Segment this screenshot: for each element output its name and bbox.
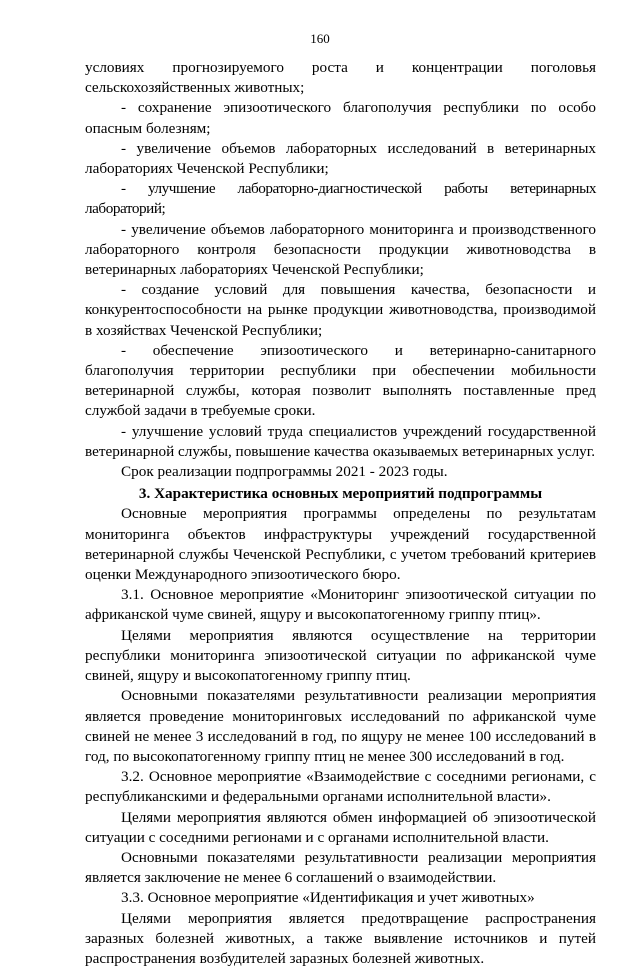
list-item: - увеличение объемов лабораторного мониторинга и производственного лабораторного контроля безопасности продукции животноводства в ветеринарных лабораториях Чеченской Республики; bbox=[85, 220, 596, 279]
paragraph: 3.3. Основное мероприятие «Идентификация и учет животных» bbox=[121, 889, 535, 907]
paragraph: Целями мероприятия являются обмен информацией об эпизоотической ситуации с соседними регионами и с органами исполнительной власти. bbox=[85, 808, 596, 846]
paragraph: 3.1. Основное мероприятие «Мониторинг эпизоотической ситуации по африканской чуме свиней, ящуру и высокопатогенному гриппу птиц». bbox=[85, 586, 596, 624]
paragraph: Основными показателями результативности реализации мероприятия является проведение мониторинговых исследований по африканской чуме свиней не менее 3 исследований в год, по ящуру не менее 100 исследований в год, по высокопатогенному гриппу птиц не менее 300 исследований в год. bbox=[85, 687, 596, 765]
paragraph: Целями мероприятия является предотвращение распространения заразных болезней животных, а также выявление источников и путей распространения возбудителей заразных болезней животных. bbox=[85, 909, 596, 967]
paragraph: Основными показателями результативности реализации мероприятия является заключение не менее 6 соглашений о взаимодействии. bbox=[85, 848, 596, 887]
section-heading: 3. Характеристика основных мероприятий подпрограммы bbox=[138, 485, 543, 503]
list-item: - улучшение условий труда специалистов учреждений государственной ветеринарной службы, повышение качества оказываемых ветеринарных услуг. bbox=[85, 422, 596, 460]
list-item: - сохранение эпизоотического благополучия республики по особо опасным болезням; bbox=[85, 99, 596, 137]
list-item: - увеличение объемов лабораторных исследований в ветеринарных лабораториях Чеченской Республики; bbox=[85, 139, 596, 178]
paragraph: Основные мероприятия программы определены по результатам мониторинга объектов инфраструктуры учреждений государственной ветеринарной службы Чеченской Республики, с учетом требований критериев оценки Международного эпизоотического бюро. bbox=[85, 505, 596, 584]
page-number: 160 bbox=[310, 31, 330, 46]
paragraph: условиях прогнозируемого роста и концентрации поголовья сельскохозяйственных животных; bbox=[85, 59, 596, 97]
list-item: - обеспечение эпизоотического и ветеринарно-санитарного благополучия территории республики при обеспечении мобильности ветеринарной службы, которая позволит выполнять поставленные пред службой задачи в требуемые сроки. bbox=[85, 341, 596, 420]
list-item: - создание условий для повышения качества, безопасности и конкурентоспособности на рынке продукции животноводства, производимой в хозяйствах Чеченской Республики; bbox=[85, 281, 596, 339]
paragraph: 3.2. Основное мероприятие «Взаимодействие с соседними регионами, с республиканскими и федеральными органами исполнительной власти». bbox=[85, 768, 596, 806]
paragraph: Целями мероприятия являются осуществление на территории республики мониторинга эпизоотической ситуации по африканской чуме свиней, ящуру и высокопатогенному гриппу птиц. bbox=[85, 626, 596, 685]
paragraph-term: Срок реализации подпрограммы 2021 - 2023 годы. bbox=[121, 463, 448, 481]
list-item: - улучшение лабораторно-диагностической работы ветеринарных лабораторий; bbox=[85, 180, 596, 218]
document-body bbox=[85, 58, 596, 969]
